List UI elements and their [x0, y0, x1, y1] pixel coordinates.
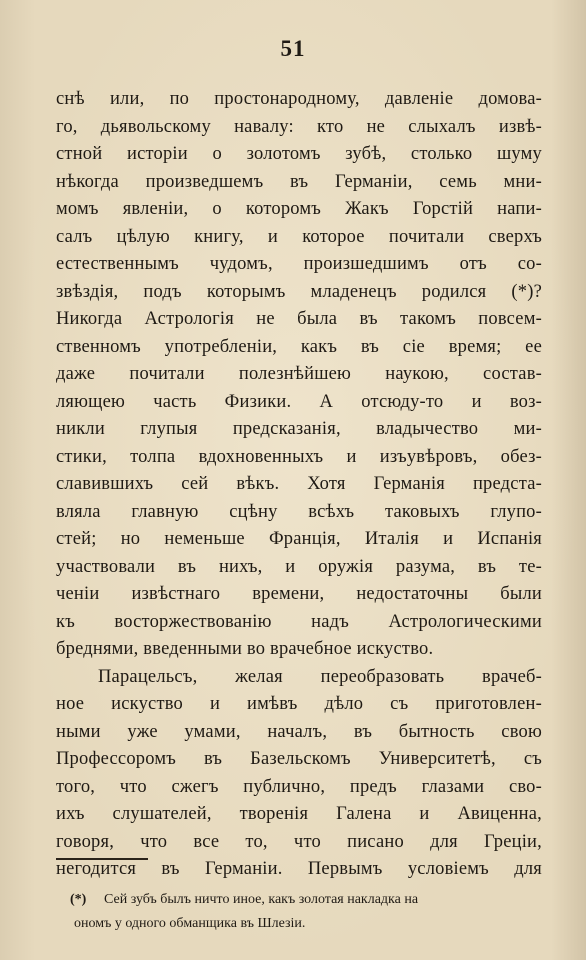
text-line: славившихъ сей вѣкъ. Хотя Германія предста-	[56, 474, 542, 494]
text-line: го, дьявольскому навалу: кто не слыхалъ извѣ-	[56, 116, 542, 137]
text-line: участвовали въ нихъ, и оружія разума, въ те-	[56, 556, 542, 577]
text-line: ное искуство и имѣвъ дѣло съ приготовлен-	[56, 694, 542, 714]
text-line: Парацельсъ, желая переобразовать врачеб-	[98, 666, 542, 687]
footnote	[70, 888, 542, 936]
text-line: ляющею часть Физики. А отсюду-то и воз-	[56, 391, 542, 412]
text-line: Профессоромъ въ Базельскомъ Университетѣ, съ	[56, 749, 542, 769]
text-line: момъ явленіи, о которомъ Жакъ Горстій напи-	[56, 199, 542, 219]
text-line: того, что сжегъ публично, предъ глазами сво-	[56, 776, 542, 797]
text-line: ственномъ употребленіи, какъ въ сіе время; ее	[56, 336, 542, 357]
footnote-line: ономъ у одного обманщика въ Шлезіи.	[74, 916, 306, 931]
footnote-marker: (*)	[70, 892, 87, 907]
body-text	[56, 86, 542, 884]
text-line: естественнымъ чудомъ, произшедшимъ отъ со-	[56, 254, 542, 274]
text-line: даже почитали полезнѣйшею наукою, состав-	[56, 364, 542, 384]
text-line: ченіи извѣстнаго времени, недостаточны были	[56, 584, 542, 604]
text-line: къ восторжествованію надъ Астрологическими	[56, 611, 542, 632]
text-line: стики, толпа вдохновенныхъ и изъувѣровъ, обез-	[56, 446, 542, 467]
text-line: никли глупыя предсказанія, владычество ми-	[56, 419, 542, 439]
text-line: вляла главную сцѣну всѣхъ таковыхъ глупо-	[56, 501, 542, 522]
text-line: снѣ или, по простонародному, давленіе домова-	[56, 89, 542, 109]
text-line: бреднями, введенными во врачебное искуство.	[56, 639, 434, 659]
text-line: нѣкогда произведшемъ въ Германіи, семь мни-	[56, 171, 542, 192]
text-line: ихъ слушателей, творенія Галена и Авиценна,	[56, 804, 542, 824]
page-number: 51	[280, 36, 306, 61]
footnote-line	[70, 888, 542, 912]
footnote-text: Сей зубъ былъ ничто иное, какъ золотая накладка на	[104, 892, 419, 907]
text-line: негодится въ Германіи. Первымъ условіемъ для	[56, 859, 542, 879]
text-line: Никогда Астрологія не была въ такомъ повсем-	[56, 309, 542, 329]
text-line: стной исторіи о золотомъ зубѣ, столько шуму	[56, 144, 542, 164]
text-line: ными уже умами, началъ, въ бытность свою	[56, 721, 542, 742]
text-line: салъ цѣлую книгу, и которое почитали сверхъ	[56, 226, 542, 247]
footnote-divider	[56, 858, 148, 860]
text-line: говоря, что все то, что писано для Греціи,	[56, 831, 542, 852]
text-line: звѣздія, подъ которымъ младенецъ родился (*)?	[56, 281, 542, 302]
text-line: стей; но неменьше Франція, Италія и Испанія	[56, 529, 542, 549]
